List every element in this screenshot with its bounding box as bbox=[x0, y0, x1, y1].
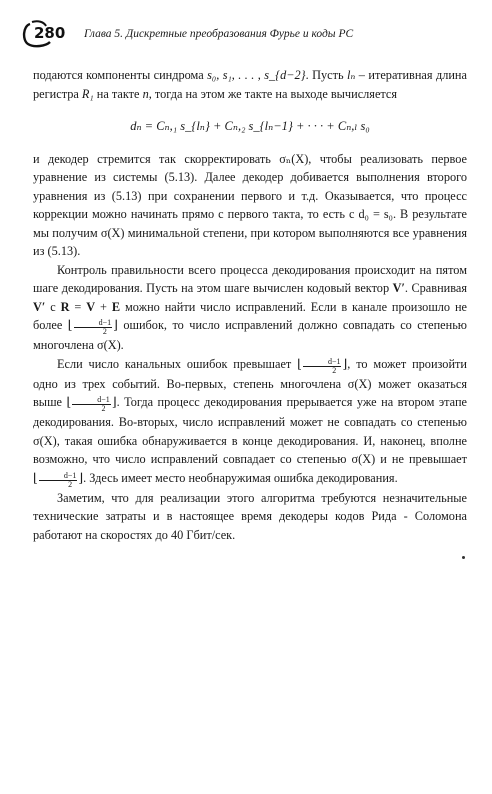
paragraph-3: Контроль правильности всего процесса декодирования происходит на пятом шаге декодирования. Пусть на этом шаге вычислен кодовый вектор V′. Сравнивая V′ с R = V + E можно найти число исправлений. Если в канале произошло не более ⌊ $\frac{d-1}{2}$ ⌋ ошибок, то число исправлений должно совпадать со степенью многочлена σ(X). bbox=[33, 262, 468, 352]
page-number: 280 bbox=[34, 24, 66, 42]
running-head: Глава 5. Дискретные преобразования Фурье и коды РС bbox=[84, 28, 354, 40]
paragraph-2: и декодер стремится так скорректировать σₙ(X), чтобы реализовать первое уравнение из системы (5.13). Далее декодер добивается выполнения второго уравнения из (5.13) при сохранении первого и т.д. Оказывается, что процесс коррекции можно начинать прямо с первого такта, то есть с d₀ = s₀. В результате мы получим σ(X) минимальной степени, при котором выполняются все уравнения из (5.13). bbox=[33, 151, 467, 258]
paragraph-4: Если число канальных ошибок превышает ⌊ $\frac{d-1}{2}$ ⌋, то может произойти одно из трех событий. Во-первых, степень многочлена σ(X) может оказаться выше ⌊ $\frac{d-1}{2}$ ⌋. Тогда процесс декодирования прерывается уже на втором этапе декодирования. Во-вторых, число исправлений может не совпадать со степенью σ(X), такая ошибка обнаруживается в конце декодирования. И, наконец, вполне возможно, что число исправлений совпадает со степенью σ(X) и не превышает ⌊ $\frac{d-1}{2}$ ⌋. Здесь имеет место необнаружимая ошибка декодирования. bbox=[33, 356, 467, 489]
paragraph-1: подаются компоненты синдрома s₀, s₁, . . . , s_{d−2}. Пусть lₙ – итеративная длина регистра R₁ на такте n, тогда на этом же такте на выходе вычисляется bbox=[33, 68, 467, 101]
floor-fraction: ⌊ $\frac{d-1}{2}$ ⌋ bbox=[33, 470, 84, 489]
syndrome-sequence: s₀, s₁, . . . , s_{d−2} bbox=[207, 68, 306, 82]
discrepancy-formula: dₙ = Cₙ,₁ s_{lₙ} + Cₙ,₂ s_{lₙ−1} + · · · + Cₙ,ₗ s₀ bbox=[130, 119, 370, 133]
floor-fraction: ⌊ $\frac{d-1}{2}$ ⌋ bbox=[67, 318, 118, 336]
paragraph-5: Заметим, что для реализации этого алгоритма требуются незначительные технические затраты и в настоящее время декодеры кодов Рида - Соломона работают на скоростях до 40 Гбит/сек. bbox=[33, 490, 467, 542]
floor-fraction: ⌊ $\frac{d-1}{2}$ ⌋ bbox=[66, 395, 117, 413]
page-header bbox=[20, 20, 480, 50]
page-body bbox=[33, 66, 467, 544]
stray-mark bbox=[462, 556, 465, 559]
floor-fraction: ⌊ $\frac{d-1}{2}$ ⌋ bbox=[297, 356, 348, 375]
